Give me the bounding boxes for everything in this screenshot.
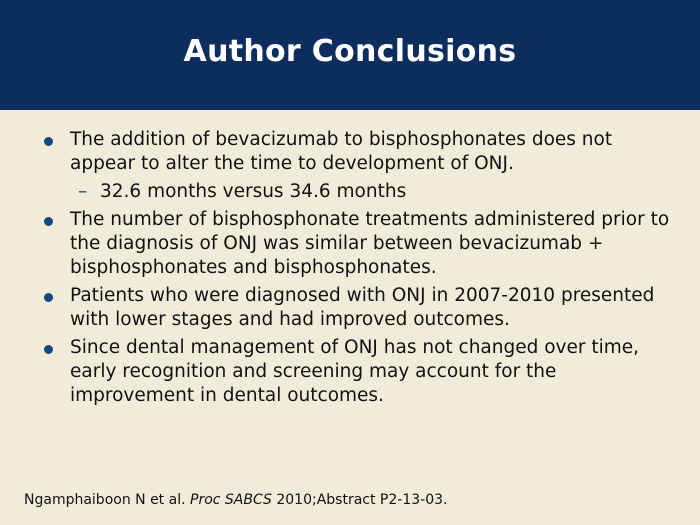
citation xyxy=(24,492,447,508)
bullet-dot-icon xyxy=(44,137,53,146)
bullet-list xyxy=(36,128,676,412)
bullet-text: Since dental management of ONJ has not changed over time, early recognition and screening may account for the improvement in dental outcomes. xyxy=(70,337,640,406)
citation-authors: Ngamphaiboon N et al. xyxy=(24,492,190,508)
bullet-text: The addition of bevacizumab to bisphosphonates does not appear to alter the time to development of ONJ. xyxy=(70,129,613,174)
slide-title: Author Conclusions xyxy=(183,34,517,69)
title-bar xyxy=(0,0,700,110)
bullet-dot-icon xyxy=(44,217,53,226)
citation-details: 2010;Abstract P2-13-03. xyxy=(271,492,448,508)
bullet-dot-icon xyxy=(44,293,53,302)
dash-icon: – xyxy=(78,181,88,202)
sub-bullet-item xyxy=(36,180,676,204)
bullet-text: The number of bisphosphonate treatments administered prior to the diagnosis of ONJ was similar between bevacizumab + bisphosphonates and bisphosphonates. xyxy=(70,209,670,278)
bullet-item xyxy=(36,128,676,176)
citation-journal: Proc SABCS xyxy=(190,492,272,508)
bullet-text: Patients who were diagnosed with ONJ in 2007-2010 presented with lower stages and had improved outcomes. xyxy=(70,285,655,330)
bullet-item xyxy=(36,284,676,332)
bullet-dot-icon xyxy=(44,345,53,354)
bullet-item xyxy=(36,208,676,280)
bullet-item xyxy=(36,336,676,408)
sub-bullet-text: 32.6 months versus 34.6 months xyxy=(100,181,407,202)
